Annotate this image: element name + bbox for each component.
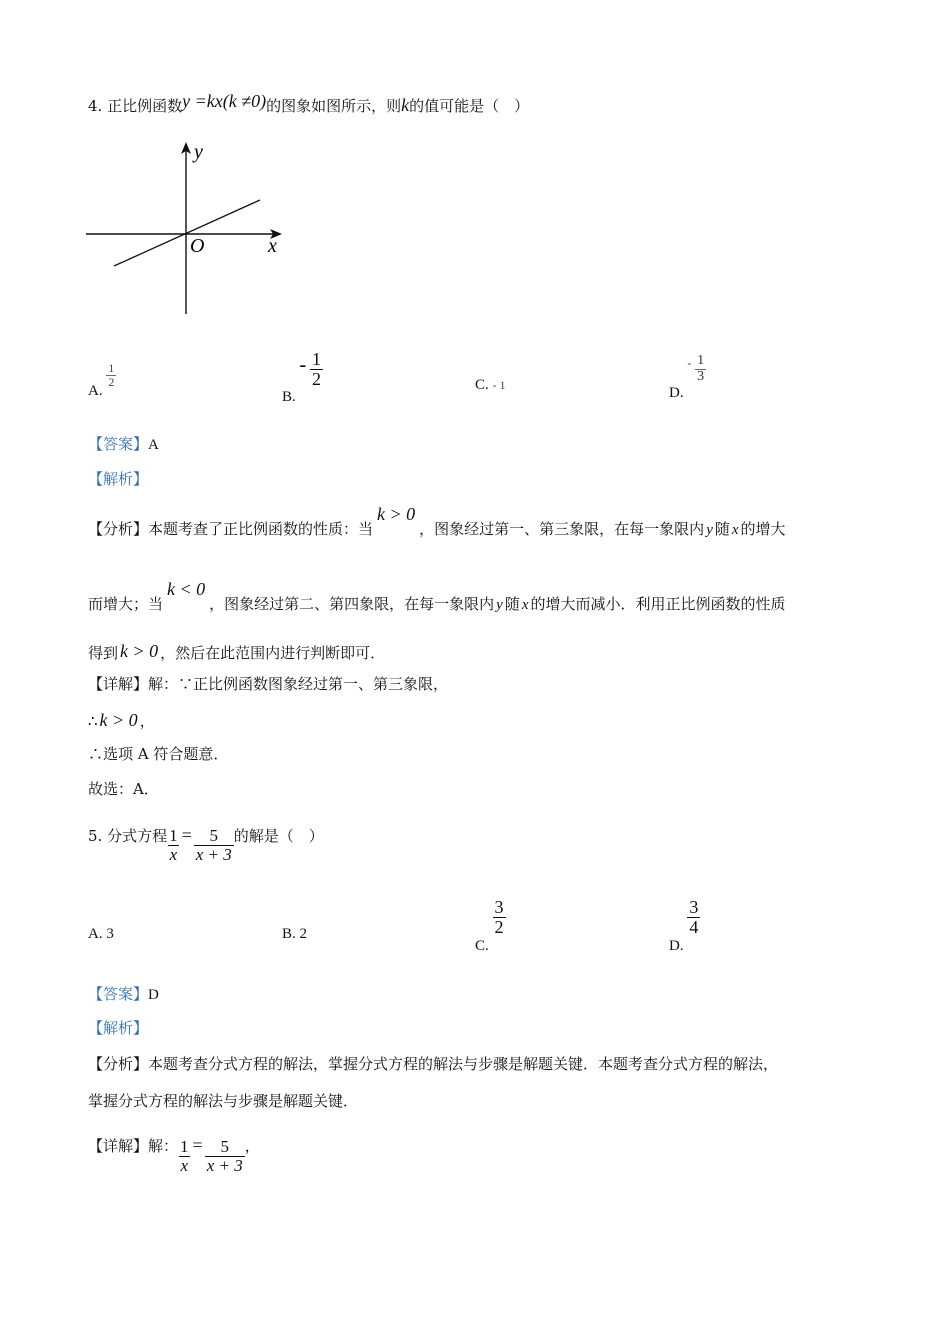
fraction (106, 362, 116, 388)
q4-answer (88, 437, 159, 453)
q4-option-d[interactable] (669, 353, 706, 401)
rhs-fraction (205, 1138, 245, 1175)
numerator: 1 (180, 1137, 189, 1156)
q4-option-a[interactable] (88, 361, 116, 399)
text: 得到 (88, 644, 119, 662)
fenxi-tag: 【分析】 (88, 520, 149, 538)
numerator: 1 (311, 349, 321, 369)
denominator: 4 (689, 916, 699, 937)
q5-option-d[interactable] (669, 897, 700, 954)
q5-fenxi-line1 (88, 1057, 778, 1072)
q4-option-c[interactable] (475, 378, 506, 393)
q4-stem-text-a: 正比例函数 (107, 97, 183, 115)
q4-xiangjie-line3: ∴选项 A 符合题意． (88, 745, 229, 763)
denominator: 2 (311, 368, 321, 389)
fraction (310, 350, 323, 389)
q4-stem-text-b: 的图象如图所示，则 (266, 97, 402, 115)
answer-value: D (148, 987, 159, 1003)
option-value: - 1 (492, 378, 506, 392)
text: 的解是（ ） (233, 827, 324, 846)
q5-xiangjie-line1 (88, 1135, 260, 1175)
text: 本题考查分式方程的解法，掌握分式方程的解法与步骤是解题关键．本题考查分式方程的解法， (148, 1055, 779, 1073)
function-line (114, 200, 260, 266)
option-label: D. (669, 937, 684, 954)
text: 的增大 (740, 520, 786, 538)
text: ，图象经过第二、第四象限，在每一象限内 (209, 595, 495, 613)
q5-option-c[interactable] (475, 897, 506, 954)
option-label: A. (88, 926, 103, 942)
x-var: x (521, 597, 529, 613)
k-positive: k > 0 (99, 710, 138, 730)
q4-xiangjie-line4: 故选：A． (88, 780, 159, 798)
q4-fenxi-line2 (88, 579, 786, 613)
equals-sign: = (181, 825, 192, 846)
q4-xiangjie-line1 (88, 677, 448, 692)
option-label: B. (282, 926, 296, 942)
y-axis-label: y (194, 141, 203, 163)
text: 而增大；当 (88, 595, 164, 613)
k-positive: k > 0 (120, 641, 159, 661)
denominator: 2 (108, 374, 115, 389)
numerator: 3 (689, 897, 699, 917)
x-axis-label: x (268, 235, 277, 257)
origin-label: O (190, 235, 205, 257)
text: 解： (148, 1137, 179, 1156)
text: ， (244, 1137, 260, 1156)
fraction (493, 898, 506, 937)
text: 随 (504, 595, 520, 613)
xiangjie-tag: 【详解】 (88, 1137, 149, 1156)
xiangjie-tag: 【详解】 (88, 675, 149, 693)
denominator: x + 3 (195, 844, 232, 864)
minus-sign: - (299, 353, 307, 376)
lhs-fraction (178, 1138, 191, 1175)
rhs-fraction (194, 827, 234, 864)
numerator: 5 (209, 826, 219, 845)
therefore-symbol: ∴ (88, 712, 98, 730)
fenxi-tag: 【分析】 (88, 1055, 149, 1073)
q5-fenxi-line2: 掌握分式方程的解法与步骤是解题关键． (88, 1092, 359, 1110)
text: 本题考查了正比例函数的性质：当 (148, 520, 374, 538)
option-value: 3 (106, 926, 114, 942)
option-value: 2 (299, 926, 308, 942)
q4-analysis-tag: 【解析】 (88, 470, 149, 488)
equals-sign: = (192, 1135, 203, 1156)
q4-stem (88, 91, 530, 115)
x-var: x (731, 522, 739, 538)
fraction (687, 898, 700, 937)
numerator: 1 (697, 353, 705, 368)
q4-graph (84, 138, 304, 318)
y-var: y (706, 522, 713, 538)
text: 分式方程 (107, 827, 168, 846)
y-var: y (496, 597, 503, 613)
answer-tag: 【答案】 (88, 435, 149, 453)
text: ，然后在此范围内进行判断即可． (160, 644, 386, 662)
lhs-fraction (167, 827, 180, 864)
denominator: x + 3 (206, 1155, 243, 1175)
denominator: x (180, 1155, 189, 1175)
q4-number: 4. (88, 97, 103, 115)
option-label: C. (475, 937, 489, 954)
answer-value: A (148, 437, 159, 453)
answer-tag: 【答案】 (88, 985, 149, 1003)
numerator: 3 (494, 897, 504, 917)
q5-stem (88, 827, 324, 864)
option-label: A. (88, 382, 103, 399)
denominator: x (169, 844, 178, 864)
q4-stem-text-c: 的值可能是（ ） (409, 97, 530, 115)
option-label: D. (669, 384, 684, 401)
text: 的增大而减小．利用正比例函数的性质 (530, 595, 786, 613)
q5-answer (88, 987, 159, 1003)
fraction (695, 354, 706, 384)
numerator: 1 (108, 361, 115, 375)
denominator: 3 (697, 368, 705, 384)
q4-option-b[interactable] (282, 349, 323, 405)
text: ，图象经过第一、第三象限，在每一象限内 (419, 520, 705, 538)
q5-number: 5. (88, 827, 103, 846)
q4-fenxi-line1 (88, 504, 786, 538)
text: 解：∵正比例函数图象经过第一、第三象限， (148, 675, 449, 693)
k-negative: k < 0 (167, 579, 206, 599)
q5-analysis-tag: 【解析】 (88, 1019, 149, 1037)
text: 随 (714, 520, 730, 538)
option-label: C. (475, 377, 489, 393)
text: ， (139, 712, 155, 730)
option-label: B. (282, 388, 296, 405)
q4-xiangjie-line2 (88, 711, 155, 729)
denominator: 2 (494, 916, 504, 937)
q4-formula: y =kx(k ≠0) (182, 91, 267, 111)
numerator: 5 (220, 1137, 229, 1156)
numerator: 1 (169, 826, 178, 845)
q5-option-a[interactable] (88, 927, 114, 942)
q4-k-var: k (401, 95, 410, 115)
q4-fenxi-line3 (88, 643, 385, 661)
k-positive: k > 0 (377, 504, 416, 524)
q5-option-b[interactable] (282, 927, 307, 942)
minus-sign: - (687, 355, 692, 370)
